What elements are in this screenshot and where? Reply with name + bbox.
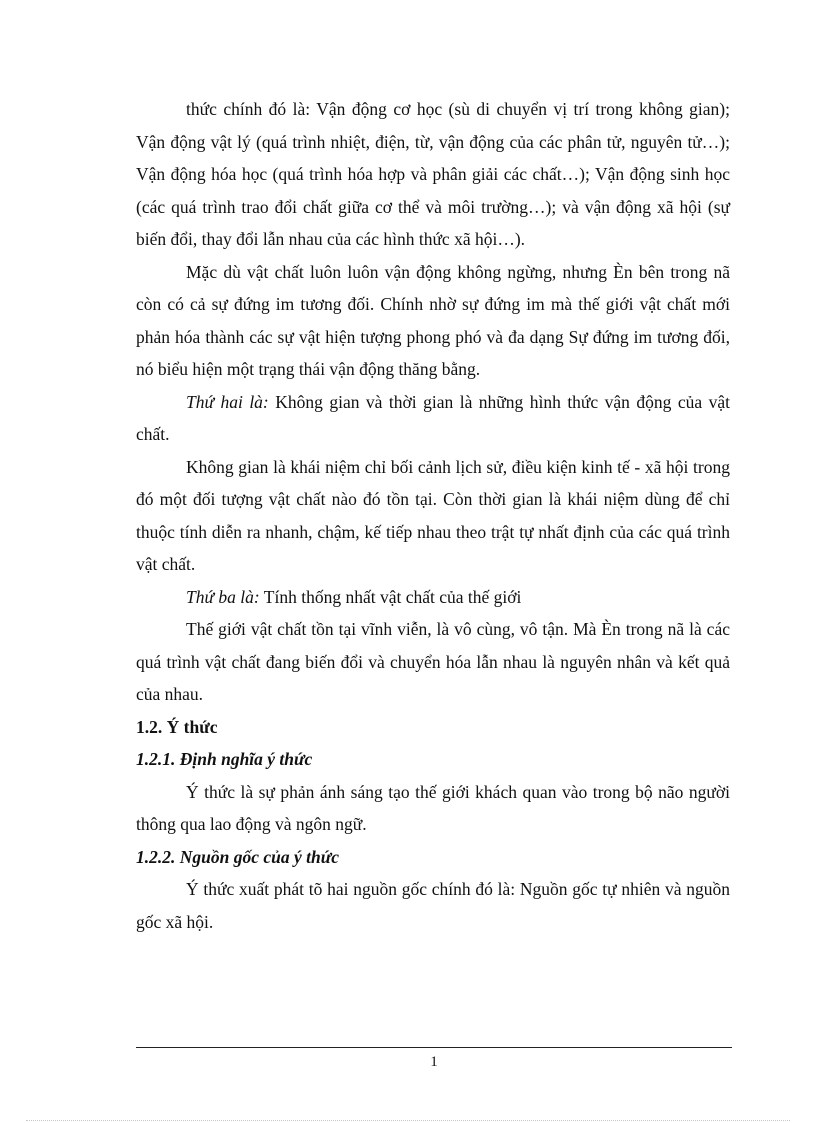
paragraph-text: Tính thống nhất vật chất của thế giới (259, 586, 522, 607)
paragraph-text: Không gian là khái niệm chỉ bối cảnh lịch sử, điều kiện kinh tế - xã hội trong đó một đối tượng vật chất nào đó tồn tại. Còn thời gian là khái niệm dùng để chỉ thuộc tính diễn ra nhanh, chậm, kế tiếp nhau theo trật tự nhất định của các quá trình vật chất. (136, 456, 730, 574)
paragraph-lead: Thứ ba là: (186, 586, 260, 607)
paragraph-space-time (136, 451, 730, 581)
paragraph-definition (136, 776, 730, 841)
paragraph-second-point (136, 386, 730, 451)
paragraph-text: thức chính đó là: Vận động cơ học (sù di chuyển vị trí trong không gian); Vận động vật lý (quá trình nhiệt, điện, từ, vận động của các phân tử, nguyên tử…); Vận động hóa học (quá trình hóa hợp và phân giải các chất…); Vận động sinh học (các quá trình trao đổi chất giữa cơ thể và môi trường…); và vận động xã hội (sự biến đổi, thay đổi lẫn nhau của các hình thức xã hội…). (136, 99, 730, 249)
paragraph-material-world (136, 613, 730, 711)
paragraph-origin (136, 873, 730, 938)
paragraph-third-point (136, 581, 730, 614)
footer-divider (136, 1047, 732, 1048)
paragraph-text: Thế giới vật chất tồn tại vĩnh viễn, là vô cùng, vô tận. Mà Èn trong nã là các quá trình vật chất đang biến đổi và chuyển hóa lẫn nhau là nguyên nhân và kết quả của nhau. (136, 619, 730, 704)
page-break-line (26, 1120, 790, 1121)
paragraph-text: Không gian và thời gian là những hình thức vận động của vật chất. (136, 391, 730, 444)
subsection-heading-definition: 1.2.1. Định nghĩa ý thức (136, 749, 313, 769)
document-body (136, 93, 730, 938)
paragraph-text: Ý thức xuất phát tõ hai nguồn gốc chính đó là: Nguồn gốc tự nhiên và nguồn gốc xã hội. (136, 879, 730, 932)
paragraph-motion-forms (136, 93, 730, 256)
paragraph-lead: Thứ hai là: (186, 391, 269, 412)
section-heading-consciousness: 1.2. Ý thức (136, 716, 218, 737)
page-number: 1 (430, 1054, 438, 1070)
paragraph-text: Mặc dù vật chất luôn luôn vận động không ngừng, nhưng Èn bên trong nã còn có cả sự đứng im tương đối. Chính nhờ sự đứng im mà thế giới vật chất mới phản hóa thành các sự vật hiện tượng phong phó và đa dạng Sự đứng im tương đối, nó biểu hiện một trạng thái vận động thăng bằng. (136, 261, 730, 379)
subsection-heading-origin: 1.2.2. Nguồn gốc của ý thức (136, 846, 339, 867)
paragraph-relative-rest (136, 256, 730, 386)
paragraph-text: Ý thức là sự phản ánh sáng tạo thế giới khách quan vào trong bộ não người thông qua lao động và ngôn ngữ. (136, 781, 730, 834)
